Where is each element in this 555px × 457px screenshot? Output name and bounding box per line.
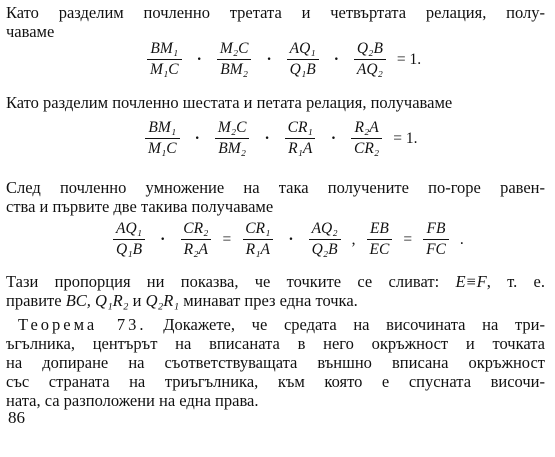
fraction: $\frac{\text{M₂C}}{\text{BM₂}}$ bbox=[217, 40, 252, 79]
equation-3: $\frac{\text{AQ₁}}{\text{Q₁B}}$ · $\frac{\text{CR₂}}{\text{R₂A}}$ = $\frac{\text{CR₁}}{\text{R₁A}}$ · $\frac{\text{AQ₂}}{\text{Q₂B}}$ , $\frac{EB}{EC}$ = $\frac{FB}{FC}$ . bbox=[108, 220, 470, 259]
page-number: 86 bbox=[8, 408, 25, 427]
theorem-line3: на допиране на съответствуващата външно вписана окръжност bbox=[6, 353, 545, 372]
theorem-label: Теорема 73. bbox=[18, 315, 147, 334]
para3-line1: След почленно умножение на така получените по-горе равен- bbox=[6, 178, 545, 197]
theorem-line1: Теорема 73. Докажете, че средата на височината на три- bbox=[18, 315, 545, 334]
para4-line1: Тази пропорция ни показва, че точките се сливат: E≡F, т. е. bbox=[6, 272, 545, 291]
fraction: $\frac{\text{M₂C}}{\text{BM₂}}$ bbox=[215, 119, 250, 158]
fraction: $\frac{\text{BM₁}}{\text{M₁C}}$ bbox=[147, 40, 182, 79]
fraction: $\frac{\text{CR₂}}{\text{R₂A}}$ bbox=[180, 220, 211, 259]
para2-line1: Като разделим почленно шестата и петата релация, получаваме bbox=[6, 93, 453, 112]
equation-1: $\frac{\text{BM₁}}{\text{M₁C}}$ · $\frac{\text{M₂C}}{\text{BM₂}}$ · $\frac{\text{AQ₁}}{\text{Q₁B}}$ · $\frac{\text{Q₂B}}{\text{AQ₂}}$ = 1. bbox=[142, 40, 427, 79]
fraction: $\frac{\text{CR₁}}{\text{R₁A}}$ bbox=[242, 220, 273, 259]
fraction: $\frac{EB}{EC}$ bbox=[367, 220, 393, 259]
equation-rhs: = 1. bbox=[393, 129, 418, 147]
fraction: $\frac{\text{AQ₁}}{\text{Q₁B}}$ bbox=[287, 40, 319, 79]
theorem-line2: ъгълника, центърът на вписаната в него окръжност и точката bbox=[6, 334, 545, 353]
equation-rhs: = 1. bbox=[396, 50, 422, 68]
fraction: $\frac{\text{AQ₁}}{\text{Q₁B}}$ bbox=[113, 220, 145, 259]
para1-line1: Като разделим почленно третата и четвъртата релация, полу- bbox=[6, 3, 545, 22]
fraction: $\frac{\text{CR₁}}{\text{R₁A}}$ bbox=[285, 119, 316, 158]
fraction: $\frac{\text{AQ₂}}{\text{Q₂B}}$ bbox=[309, 220, 341, 259]
fraction: $\frac{\text{BM₁}}{\text{M₁C}}$ bbox=[145, 119, 180, 158]
fraction: $\frac{\text{Q₂B}}{\text{AQ₂}}$ bbox=[354, 40, 386, 79]
para4-line2: правите BC, Q₁R₂ и Q₂R₁ минават през една точка. bbox=[6, 291, 358, 310]
fraction: $\frac{\text{R₂A}}{\text{CR₂}}$ bbox=[351, 119, 382, 158]
para1-line2: чаваме bbox=[6, 22, 55, 41]
fraction: $\frac{FB}{FC}$ bbox=[423, 220, 449, 259]
equation-2: $\frac{\text{BM₁}}{\text{M₁C}}$ · $\frac{\text{M₂C}}{\text{BM₂}}$ · $\frac{\text{CR₁}}{\text{R₁A}}$ · $\frac{\text{R₂A}}{\text{CR₂}}$ = 1. bbox=[140, 119, 423, 158]
para3-line2: ства и първите две такива получаваме bbox=[6, 197, 274, 216]
theorem-line4: със страната на триъгълника, към която е спусната височи- bbox=[6, 372, 545, 391]
theorem-line5: ната, са разположени на една права. bbox=[6, 391, 259, 410]
